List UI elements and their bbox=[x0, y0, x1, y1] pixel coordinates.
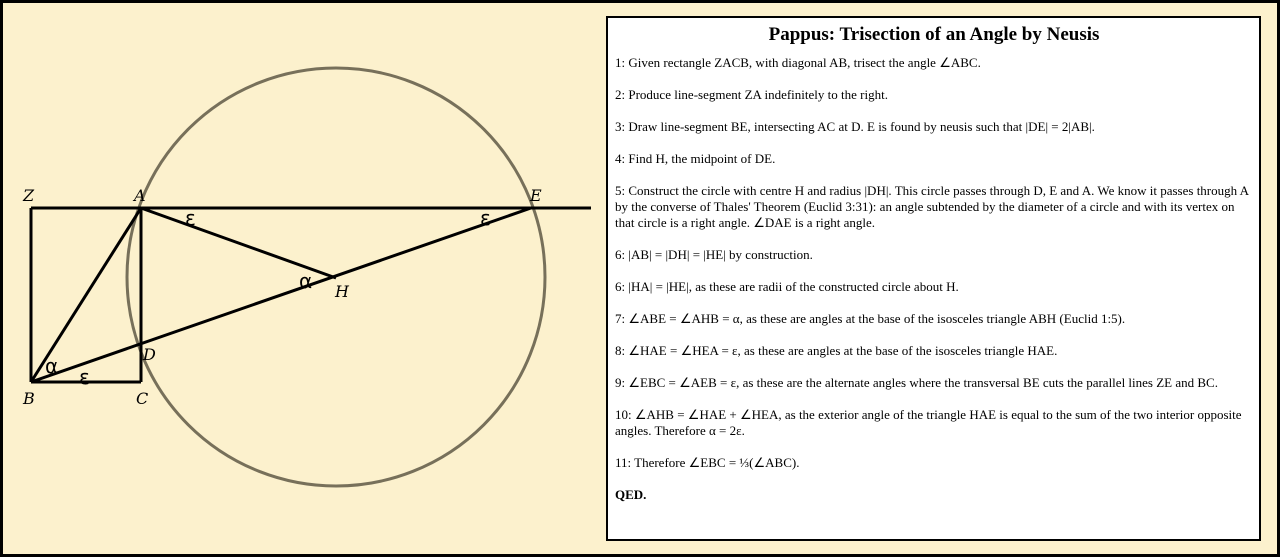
point-label-D: D bbox=[143, 345, 156, 364]
proof-step-4: 4: Find H, the midpoint of DE. bbox=[615, 151, 776, 166]
proof-step-2: 2: Produce line-segment ZA indefinitely to the right. bbox=[615, 87, 888, 102]
geometry-figure bbox=[3, 3, 603, 554]
proof-step-3: 3: Draw line-segment BE, intersecting AC at D. E is found by neusis such that |DE| = 2|AB|. bbox=[615, 119, 1095, 134]
point-label-E: E bbox=[530, 186, 542, 205]
point-label-Z: Z bbox=[23, 186, 35, 205]
segment-AH bbox=[141, 208, 336, 278]
point-label-C: C bbox=[136, 389, 149, 408]
proof-step-9: 9: ∠EBC = ∠AEB = ε, as these are the alternate angles where the transversal BE cuts the parallel lines ZE and BC. bbox=[615, 375, 1218, 390]
proof-step-8: 8: ∠HAE = ∠HEA = ε, as these are angles at the base of the isosceles triangle HAE. bbox=[615, 343, 1058, 358]
transversal-BE bbox=[31, 208, 531, 382]
angle-label-alpha-at-B: α bbox=[45, 354, 59, 378]
proof-step-11: 11: Therefore ∠EBC = ⅓(∠ABC). bbox=[615, 455, 800, 470]
proof-step-10: 10: ∠AHB = ∠HAE + ∠HEA, as the exterior angle of the triangle HAE is equal to the sum of the two interior opposite angles. Therefore α = 2ε. bbox=[615, 407, 1242, 438]
angle-label-epsilon-at-A: ε bbox=[185, 206, 196, 230]
proof-qed: QED. bbox=[615, 487, 647, 502]
angle-label-epsilon-at-B: ε bbox=[79, 365, 90, 389]
proof-title: Pappus: Trisection of an Angle by Neusis bbox=[768, 24, 1100, 45]
point-label-A: A bbox=[134, 186, 146, 205]
proof-step-6b: 6: |HA| = |HE|, as these are radii of the constructed circle about H. bbox=[615, 279, 959, 294]
proof-step-5: 5: Construct the circle with centre H and radius |DH|. This circle passes through D, E and A. We know it passes through A by the converse of Thales' Theorem (Euclid 3:31): an angle subtended by the diameter of a circle and with its vertex on that circle is a right angle. ∠DAE is a right angle. bbox=[615, 183, 1249, 230]
proof-step-1: 1: Given rectangle ZACB, with diagonal AB, trisect the angle ∠ABC. bbox=[615, 55, 981, 70]
proof-step-6a: 6: |AB| = |DH| = |HE| by construction. bbox=[615, 247, 813, 262]
proof-step-7: 7: ∠ABE = ∠AHB = α, as these are angles at the base of the isosceles triangle ABH (Euclid 1:5). bbox=[615, 311, 1126, 326]
angle-label-epsilon-at-E: ε bbox=[480, 206, 491, 230]
proof-panel bbox=[606, 16, 1261, 541]
point-label-H: H bbox=[335, 282, 349, 301]
geometry-svg bbox=[3, 3, 603, 554]
point-label-B: B bbox=[23, 389, 35, 408]
angle-label-alpha-at-H: α bbox=[299, 269, 313, 293]
